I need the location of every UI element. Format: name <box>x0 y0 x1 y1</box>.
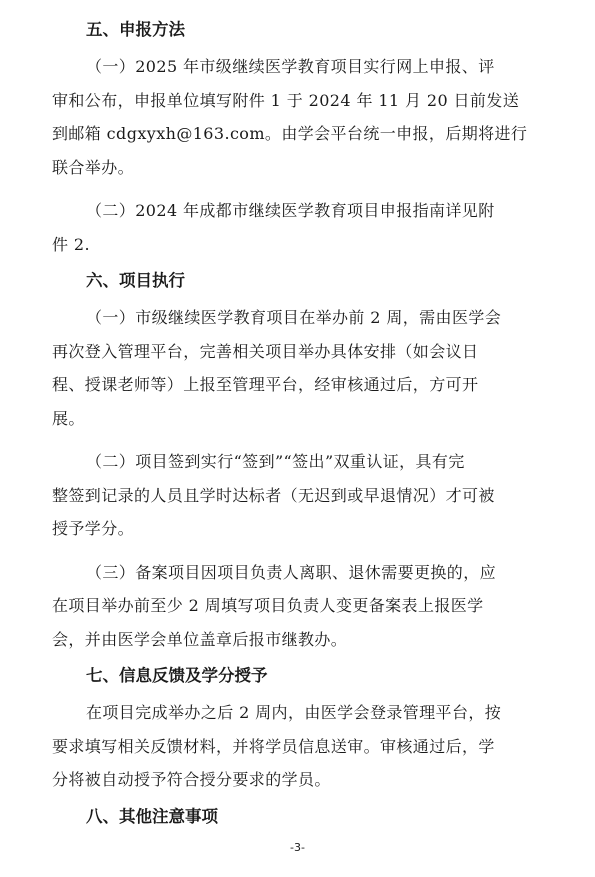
section-heading: 七、信息反馈及学分授予 <box>86 666 268 685</box>
paragraph-line: 到邮箱 cdgxyxh@163.com。由学会平台统一申报，后期将进行 <box>52 124 528 143</box>
paragraph-line: 整签到记录的人员且学时达标者（无迟到或早退情况）才可被 <box>52 485 495 505</box>
paragraph-line: （二）2024 年成都市继续医学教育项目申报指南详见附 <box>86 201 495 220</box>
paragraph-line: 要求填写相关反馈材料，并将学员信息送审。审核通过后，学 <box>52 736 495 756</box>
paragraph-line: 分将被自动授予符合授分要求的学员。 <box>52 770 331 789</box>
paragraph-line: 程、授课老师等）上报至管理平台，经审核通过后，方可开 <box>52 375 479 394</box>
paragraph-line: （三）备案项目因项目负责人离职、退休需要更换的，应 <box>86 562 497 582</box>
paragraph-line: 审和公布，申报单位填写附件 1 于 2024 年 11 月 20 日前发送 <box>52 90 520 110</box>
section-heading: 六、项目执行 <box>86 271 185 290</box>
paragraph <box>52 696 543 797</box>
paragraph <box>52 445 543 546</box>
paragraph-line: （一）市级继续医学教育项目在举办前 2 周，需由医学会 <box>86 308 502 327</box>
paragraph-line: 在项目举办前至少 2 周填写项目负责人变更备案表上报医学 <box>52 596 484 615</box>
paragraph <box>52 556 543 657</box>
paragraph-line: 再次登入管理平台，完善相关项目举办具体安排（如会议日 <box>52 341 479 361</box>
section-heading: 五、申报方法 <box>86 20 185 39</box>
page-number: -3- <box>290 841 305 854</box>
paragraph-line: 在项目完成举办之后 2 周内，由医学会登录管理平台，按 <box>86 703 502 722</box>
paragraph-line: （二）项目签到实行“签到”“签出”双重认证，具有完 <box>86 452 465 471</box>
paragraph <box>52 301 543 435</box>
paragraph <box>52 194 543 261</box>
paragraph-line: 授予学分。 <box>52 519 135 538</box>
paragraph-line: 联合举办。 <box>52 157 135 177</box>
paragraph-line: 件 2. <box>52 234 90 254</box>
paragraph-gap <box>52 435 543 445</box>
paragraph-gap <box>52 184 543 194</box>
paragraph <box>52 50 543 184</box>
paragraph-gap <box>52 546 543 556</box>
paragraph-line: （一）2025 年市级继续医学教育项目实行网上申报、评 <box>86 57 495 76</box>
document-body <box>52 10 543 837</box>
paragraph-line: 展。 <box>52 408 85 428</box>
section-heading: 八、其他注意事项 <box>86 806 218 826</box>
paragraph-line: 会，并由医学会单位盖章后报市继教办。 <box>52 629 348 649</box>
